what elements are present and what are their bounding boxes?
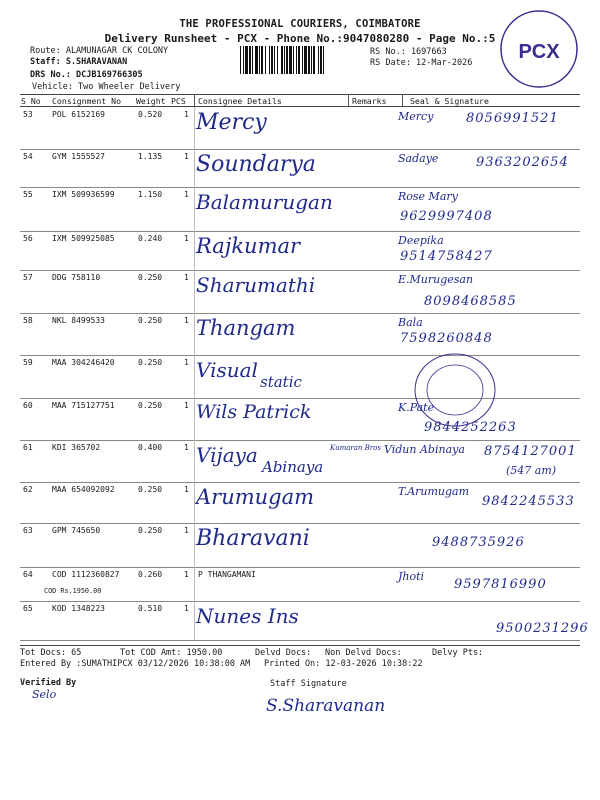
column-divider: [194, 567, 195, 601]
cod-amount: COD Rs.1950.00: [44, 587, 102, 595]
col-seal-signature: Seal & Signature: [410, 96, 489, 106]
consignment-number: GYM 1555527: [52, 152, 105, 161]
row-pcs: 1: [184, 604, 189, 613]
consignment-number: IXM 509925085: [52, 234, 115, 243]
barcode-bar: [261, 46, 263, 74]
recipient-signature: Mercy: [398, 110, 434, 123]
column-divider: [194, 149, 195, 187]
row-weight: 1.135: [138, 152, 163, 161]
row-sno: 65: [23, 604, 33, 613]
barcode-bar: [243, 46, 244, 74]
row-sno: 56: [23, 234, 33, 243]
row-divider: [20, 482, 580, 483]
consignee-handwriting: Soundarya: [196, 152, 316, 177]
staff-label: Staff: S.SHARAVANAN: [30, 57, 128, 67]
route-label: Route: ALAMUNAGAR CK COLONY: [30, 46, 169, 56]
recipient-signature: Bala: [398, 316, 423, 329]
rs-number: RS No.: 1697663: [370, 47, 447, 57]
recipient-signature: K.Pate: [398, 401, 435, 414]
barcode-bar: [245, 46, 248, 74]
barcode-bar: [323, 46, 324, 74]
barcode-bar: [281, 46, 283, 74]
barcode-bar: [308, 46, 310, 74]
consignee-handwriting: Arumugam: [196, 485, 315, 509]
row-pcs: 1: [184, 273, 189, 282]
barcode-bar: [259, 46, 260, 74]
barcode-bar: [274, 46, 275, 74]
col-remarks: Remarks: [352, 96, 387, 106]
column-divider: [194, 601, 195, 640]
verified-signature: Selo: [32, 688, 57, 701]
row-sno: 60: [23, 401, 33, 410]
verified-by-label: Verified By: [20, 678, 77, 688]
row-sno: 63: [23, 526, 33, 535]
barcode-bar: [271, 46, 273, 74]
column-divider: [194, 440, 195, 482]
row-weight: 1.150: [138, 190, 163, 199]
barcode-bar: [286, 46, 288, 74]
recipient-signature: T.Arumugam: [398, 485, 470, 498]
staff-signature-label: Staff Signature: [270, 679, 347, 689]
column-divider: [194, 482, 195, 523]
row-divider: [20, 270, 580, 271]
recipient-phone-2: (547 am): [506, 464, 557, 477]
row-sno: 59: [23, 358, 33, 367]
barcode-bar: [298, 46, 300, 74]
barcode-image: [240, 46, 366, 74]
column-divider: [194, 355, 195, 398]
consignee-handwriting: Vijaya: [196, 443, 258, 467]
row-sno: 55: [23, 190, 33, 199]
col-consignee: Consignee Details: [198, 96, 282, 106]
consignment-number: DDG 758110: [52, 273, 101, 282]
row-weight: 0.400: [138, 443, 163, 452]
row-pcs: 1: [184, 190, 189, 199]
consignment-number: GPM 745650: [52, 526, 101, 535]
consignment-number: MAA 654092092: [52, 485, 115, 494]
row-divider: [20, 231, 580, 232]
row-weight: 0.250: [138, 485, 163, 494]
delivered-docs: Delvd Docs:: [255, 648, 312, 658]
column-divider: [194, 231, 195, 270]
consignment-number: POL 6152169: [52, 110, 105, 119]
consignee-handwriting-2: Abinaya: [262, 458, 324, 476]
barcode-bar: [320, 46, 322, 74]
consignee-handwriting: Nunes Ins: [196, 604, 299, 628]
row-divider: [20, 313, 580, 314]
row-divider: [20, 187, 580, 188]
stamp-text: PCX: [518, 41, 560, 63]
consignment-number: NKL 8499533: [52, 316, 105, 325]
consignee-handwriting: Wils Patrick: [196, 401, 312, 423]
row-weight: 0.250: [138, 401, 163, 410]
barcode-bar: [240, 46, 241, 74]
barcode-bar: [313, 46, 315, 74]
row-divider: [20, 149, 580, 150]
recipient-phone: 9500231296: [496, 621, 589, 636]
recipient-phone: 8098468585: [424, 294, 517, 309]
row-weight: 0.510: [138, 604, 163, 613]
consignee-handwriting-2: static: [260, 373, 302, 391]
barcode-bar: [296, 46, 297, 74]
row-sno: 64: [23, 570, 33, 579]
recipient-signature: Jhoti: [398, 570, 425, 583]
consignee-name: P THANGAMANI: [198, 570, 256, 579]
row-sno: 54: [23, 152, 33, 161]
recipient-signature: Sadaye: [398, 152, 439, 165]
row-pcs: 1: [184, 152, 189, 161]
consignee-handwriting: Mercy: [196, 110, 267, 135]
consignment-number: IXM 509936599: [52, 190, 115, 199]
row-pcs: 1: [184, 401, 189, 410]
runsheet-subtitle: Delivery Runsheet - PCX - Phone No.:9047080280 - Page No.:5: [104, 32, 496, 45]
entered-by: Entered By :SUMATHIPCX 03/12/2026 10:38:00 AM: [20, 659, 251, 669]
recipient-signature: Vidun Abinaya: [384, 443, 465, 456]
row-pcs: 1: [184, 570, 189, 579]
barcode-bar: [304, 46, 307, 74]
consignment-number: KOD 1348223: [52, 604, 105, 613]
drs-label: DRS No.: DCJB169766305: [30, 70, 143, 80]
row-weight: 0.520: [138, 110, 163, 119]
consignee-handwriting: Balamurugan: [196, 190, 333, 214]
row-weight: 0.260: [138, 570, 163, 579]
row-divider: [20, 523, 580, 524]
seal-stamp: [410, 350, 500, 430]
recipient-phone: 9629997408: [400, 209, 493, 224]
barcode-bar: [311, 46, 312, 74]
printed-on: Printed On: 12-03-2026 10:38:22: [264, 659, 423, 669]
consignment-number: KDI 365702: [52, 443, 101, 452]
row-sno: 57: [23, 273, 33, 282]
barcode-bar: [265, 46, 266, 74]
recipient-phone: 8754127001: [484, 444, 577, 459]
col-consignment: Consignment No: [52, 96, 122, 106]
vehicle-label: Vehicle: Two Wheeler Delivery: [32, 82, 181, 92]
staff-handwritten-signature: S.Sharavanan: [266, 696, 386, 716]
barcode-bar: [252, 46, 253, 74]
consignment-number: MAA 304246420: [52, 358, 115, 367]
consignee-handwriting: Rajkumar: [196, 234, 301, 258]
barcode-bar: [318, 46, 319, 74]
recipient-signature: E.Murugesan: [398, 273, 474, 286]
row-weight: 0.250: [138, 273, 163, 282]
consignee-handwriting: Thangam: [196, 316, 296, 340]
col-weight: Weight: [136, 96, 166, 106]
company-title: THE PROFESSIONAL COURIERS, COIMBATORE: [179, 18, 421, 30]
recipient-phone: 9597816990: [454, 577, 547, 592]
consignment-number: COD 1112360827: [52, 570, 120, 579]
column-divider: [194, 270, 195, 313]
consignment-number: MAA 715127751: [52, 401, 115, 410]
column-divider: [194, 313, 195, 355]
row-pcs: 1: [184, 110, 189, 119]
col-pcs: PCS: [171, 96, 186, 106]
recipient-phone: 9363202654: [476, 155, 569, 170]
column-divider: [194, 398, 195, 440]
col-sno: S No: [21, 96, 41, 106]
recipient-phone: 8056991521: [466, 111, 559, 126]
rs-date: RS Date: 12-Mar-2026: [370, 58, 473, 68]
consignee-handwriting: Bharavani: [196, 526, 310, 551]
barcode-bar: [249, 46, 251, 74]
row-divider: [20, 640, 580, 641]
recipient-phone: 9488735926: [432, 535, 525, 550]
row-pcs: 1: [184, 485, 189, 494]
consignee-handwriting: Sharumathi: [196, 273, 316, 297]
row-pcs: 1: [184, 234, 189, 243]
row-pcs: 1: [184, 443, 189, 452]
row-sno: 53: [23, 110, 33, 119]
recipient-phone: 9514758427: [400, 249, 493, 264]
barcode-bar: [277, 46, 278, 74]
row-divider: [20, 440, 580, 441]
barcode-bar: [255, 46, 258, 74]
barcode-bar: [289, 46, 292, 74]
total-docs: Tot Docs: 65: [20, 648, 82, 658]
pcx-stamp: [498, 8, 580, 90]
row-divider: [20, 601, 580, 602]
recipient-phone: 9844252263: [424, 420, 517, 435]
barcode-bar: [302, 46, 303, 74]
row-pcs: 1: [184, 526, 189, 535]
barcode-bar: [293, 46, 294, 74]
total-cod-amount: Tot COD Amt: 1950.00: [120, 648, 223, 658]
recipient-signature: Rose Mary: [398, 190, 458, 203]
consignee-note: Kumaran Bros: [330, 444, 381, 452]
recipient-phone: 7598260848: [400, 331, 493, 346]
column-divider: [194, 107, 195, 149]
row-weight: 0.240: [138, 234, 163, 243]
row-divider: [20, 567, 580, 568]
row-sno: 62: [23, 485, 33, 494]
row-weight: 0.250: [138, 316, 163, 325]
recipient-phone: 9842245533: [482, 494, 575, 509]
barcode-bar: [269, 46, 270, 74]
row-weight: 0.250: [138, 358, 163, 367]
column-divider: [194, 187, 195, 231]
row-sno: 58: [23, 316, 33, 325]
row-pcs: 1: [184, 316, 189, 325]
row-pcs: 1: [184, 358, 189, 367]
delivery-points: Delvy Pts:: [432, 648, 484, 658]
row-weight: 0.250: [138, 526, 163, 535]
row-sno: 61: [23, 443, 33, 452]
non-delivered-docs: Non Delvd Docs:: [325, 648, 402, 658]
recipient-signature: Deepika: [398, 234, 444, 247]
consignee-handwriting: Visual: [196, 358, 258, 382]
barcode-bar: [284, 46, 285, 74]
column-divider: [194, 523, 195, 567]
